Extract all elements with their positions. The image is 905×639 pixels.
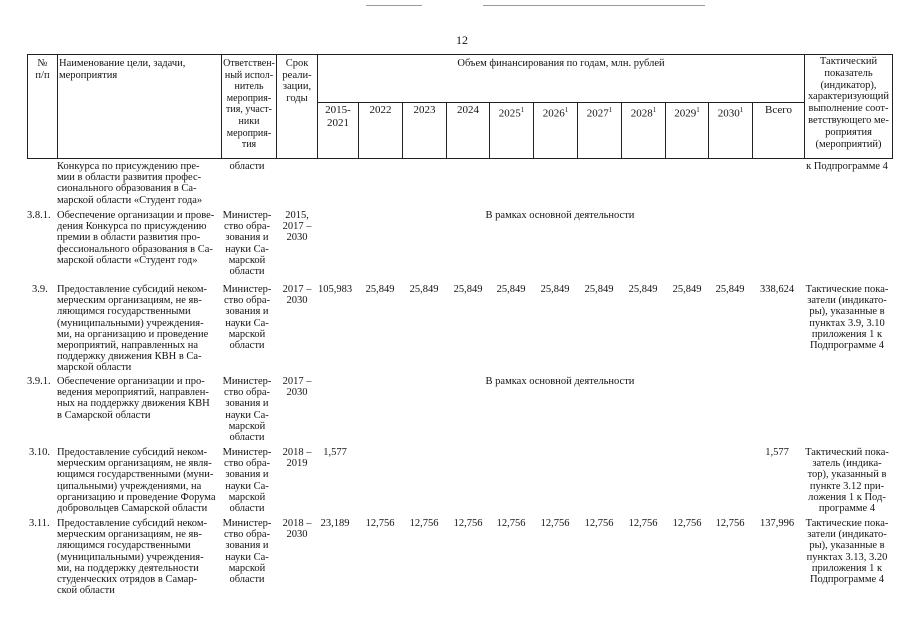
value-2028: 25,849 (628, 284, 658, 295)
header-indicator: Тактический показатель (индикатор), характеризующий выполнение соот- ветствующего ме- роприятия (мероприятий) (807, 56, 890, 150)
row-name: Предоставление субсидий неком- мерческим организациям, не яв- ляющимся государственными (муниципальными) учреждения- ми, на поддержку деятельности студенческих отрядов в Самар- ской области (57, 518, 207, 597)
value-2015-2021: 1,577 (323, 447, 347, 458)
row-responsible: Министер- ство обра- зования и науки Са- марской области (222, 447, 272, 515)
value-2015-2021: 105,983 (317, 284, 353, 295)
header-num: № п/п (35, 58, 50, 81)
year-2023: 2023 (413, 104, 436, 116)
value-2030: 25,849 (715, 284, 745, 295)
value-2028: 12,756 (628, 518, 658, 529)
row-indicator: к Подпрограмме 4 (806, 161, 888, 172)
value-2027: 12,756 (584, 518, 614, 529)
row-responsible: Министер- ство обра- зования и науки Са- марской области (222, 284, 272, 352)
value-2029: 25,849 (672, 284, 702, 295)
page-number: 12 (456, 33, 468, 47)
value-2022: 25,849 (365, 284, 395, 295)
top-rule-right (483, 5, 705, 6)
year-2029: 2029$^1$ (674, 106, 700, 120)
row-responsible: области (229, 161, 265, 172)
year-2028: 2028$^1$ (630, 106, 657, 120)
header-responsible: Ответствен- ный испол- нитель мероприя- тия, участ- ники мероприя- тия (223, 58, 275, 151)
row-term: 2018 – 2030 (282, 518, 312, 541)
row-note: В рамках основной деятельности (485, 210, 635, 221)
header-funding: Объем финансирования по годам, млн. рублей (457, 58, 665, 69)
value-2025: 25,849 (496, 284, 526, 295)
row-responsible: Министер- ство обра- зования и науки Са- марской области (222, 376, 272, 444)
value-2027: 25,849 (584, 284, 614, 295)
row-term: 2015, 2017 – 2030 (282, 210, 312, 244)
row-num: 3.8.1. (27, 210, 51, 221)
value-2022: 12,756 (365, 518, 395, 529)
value-2023: 25,849 (409, 284, 439, 295)
value-2024: 12,756 (453, 518, 483, 529)
year-2026: 2026$^1$ (542, 106, 569, 120)
row-name: Конкурса по присуждению пре- мии в области развития профес- сионального образования в Са- марской области «Студент года» (57, 161, 203, 206)
value-2026: 25,849 (540, 284, 570, 295)
header-name: Наименование цели, задачи, мероприятия (59, 58, 186, 81)
value-2025: 12,756 (496, 518, 526, 529)
top-rule-left (366, 5, 422, 6)
row-indicator: Тактический пока- затель (индика- тор), указанный в пункте 3.12 при- ложения 1 к Под- программе 4 (805, 447, 889, 515)
year-2027: 2027$^1$ (586, 106, 613, 120)
row-indicator: Тактические пока- затели (индикато- ры), указанные в пунктах 3.9, 3.10 приложения 1 к Подпрограмме 4 (805, 284, 889, 352)
row-indicator: Тактические пока- затели (индикато- ры), указанные в пунктах 3.13, 3.20 приложения 1 к Подпрограмме 4 (805, 518, 889, 586)
value-2015-2021: 23,189 (320, 518, 350, 529)
row-num: 3.9. (32, 284, 48, 295)
row-name: Обеспечение организации и прове- дения Конкурса по присуждению премии в области развития про- фессионального образования в Са- марской области «Студент год» (57, 210, 215, 266)
value-total: 338,624 (759, 284, 795, 295)
row-name: Предоставление субсидий неком- мерческим организациям, не яв- ляющимся государственными (муниципальными) учреждения- ми, на организацию и проведение мероприятий, направленных на поддержку движения КВН в Са- марской области (57, 284, 209, 374)
value-total: 137,996 (759, 518, 795, 529)
row-num: 3.9.1. (27, 376, 51, 387)
value-2029: 12,756 (672, 518, 702, 529)
value-2024: 25,849 (453, 284, 483, 295)
year-2030: 2030$^1$ (717, 106, 744, 120)
year-2024: 2024 (457, 104, 479, 116)
row-term: 2017 – 2030 (282, 284, 312, 307)
header-term: Срок реали- зации, годы (282, 58, 312, 104)
row-name: Обеспечение организации и про- ведения мероприятий, направлен- ных на поддержку движения КВН в Самарской области (57, 376, 210, 421)
table-header (27, 54, 893, 159)
year-2015-2021: 2015- 2021 (325, 104, 351, 129)
value-total: 1,577 (765, 447, 789, 458)
value-2023: 12,756 (409, 518, 439, 529)
row-term: 2017 – 2030 (282, 376, 312, 399)
row-num: 3.10. (29, 447, 50, 458)
row-responsible: Министер- ство обра- зования и науки Са- марской области (222, 518, 272, 586)
value-2030: 12,756 (715, 518, 745, 529)
year-2022: 2022 (369, 104, 392, 116)
value-2026: 12,756 (540, 518, 570, 529)
row-name: Предоставление субсидий неком- мерческим организациям, не явля- ющимся государственными (муни- ципальными) учреждениями, на организацию и проведение Форума добровольцев Самарской области (57, 447, 216, 515)
row-num: 3.11. (29, 518, 50, 529)
row-responsible: Министер- ство обра- зования и науки Са- марской области (222, 210, 272, 278)
row-note: В рамках основной деятельности (485, 376, 635, 387)
row-term: 2018 – 2019 (282, 447, 312, 470)
year-2025: 2025$^1$ (498, 106, 525, 120)
year-total: Всего (765, 104, 792, 116)
